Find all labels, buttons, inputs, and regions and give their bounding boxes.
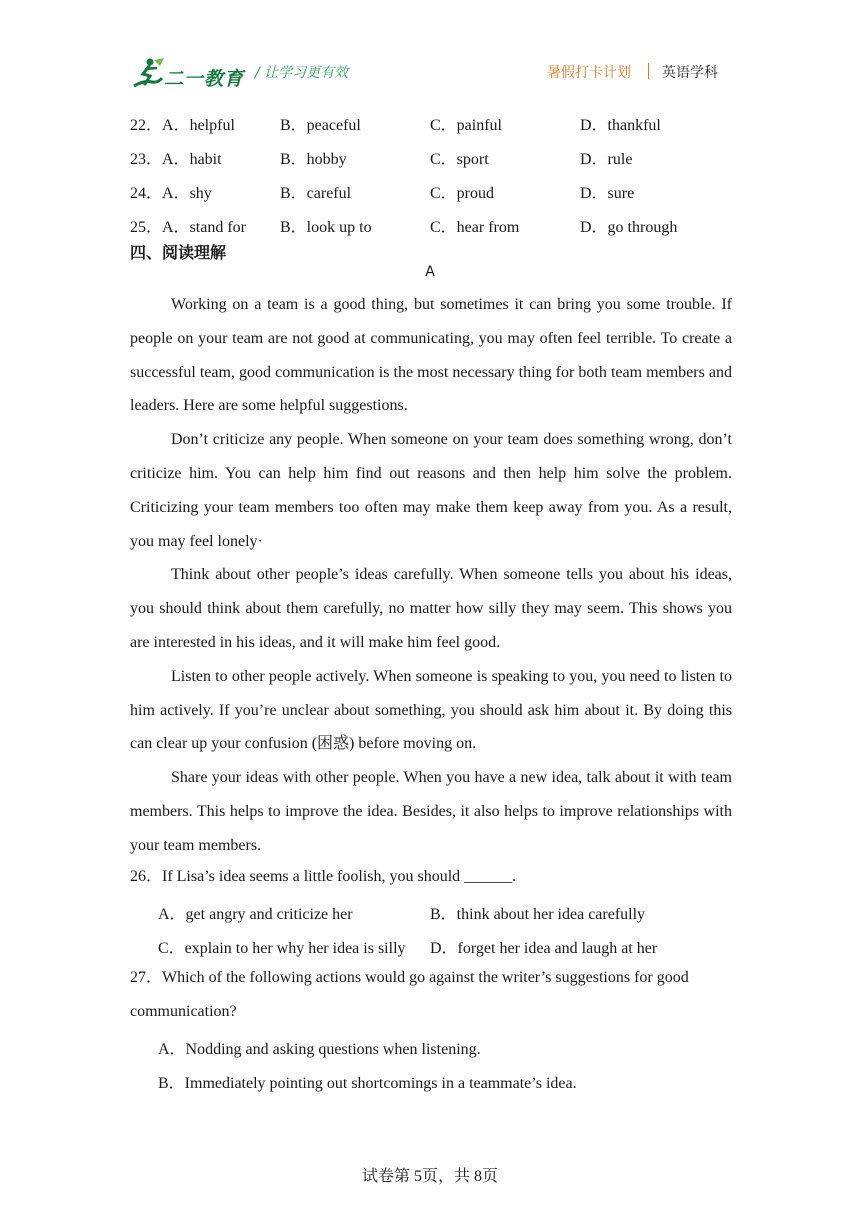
slogan: / 让学习更有效 (255, 65, 349, 81)
option-c: C．hear from (430, 219, 520, 236)
option-d: D．go through (580, 219, 678, 236)
q26-option-a: A．get angry and criticize her (158, 906, 353, 923)
option-a-text: A．stand for (162, 219, 247, 236)
question-26-stem: 26．If Lisa’s idea seems a little foolish, you should ______. (130, 868, 517, 885)
passage-label: A (425, 264, 435, 280)
option-row-25 (130, 214, 750, 238)
section-title: 四、阅读理解 (130, 243, 227, 262)
page-header (0, 0, 860, 100)
q26-option-b: B．think about her idea carefully (430, 906, 646, 923)
paragraph: Think about other people’s ideas carefully. When someone tells you about his ideas, you should think about them carefully, no matter how silly they may seem. This shows you are interested in his ideas, and it will make him feel good. (130, 566, 732, 651)
question-number: 24． (130, 185, 163, 202)
option-d: D．rule (580, 151, 633, 168)
logo (130, 56, 250, 96)
paragraph: Listen to other people actively. When someone is speaking to you, you need to listen to him actively. If you’re unclear about something, you should ask him about it. By doing this can clear up your confusion (困惑) before moving on. (130, 667, 732, 753)
runner-logo-icon (130, 56, 166, 92)
paragraph: Don’t criticize any people. When someone on your team does something wrong, don’t criticize him. You can help him find out reasons and then help him solve the problem. Criticizing your team members too often may make them keep away from you. As a result, you may feel lonely· (130, 431, 732, 550)
paragraph: Share your ideas with other people. When you have a new idea, talk about it with team members. This helps to improve the idea. Besides, it also helps to improve relationships with your team members. (130, 769, 732, 854)
passage-body (130, 288, 732, 863)
q26-option-c: C．explain to her why her idea is silly (158, 940, 406, 957)
option-c: C．painful (430, 117, 502, 134)
option-row-24 (130, 180, 750, 204)
page-footer: 试卷第 5页，共 8页 (361, 1168, 498, 1185)
header-divider (648, 63, 649, 79)
question-number: 23． (130, 151, 163, 168)
subject-label: 英语学科 (662, 65, 718, 81)
option-row-22 (130, 112, 750, 136)
option-d: D．sure (580, 185, 635, 202)
option-a (130, 180, 212, 203)
option-a-text: A．helpful (162, 117, 235, 134)
option-b: B．hobby (280, 151, 347, 168)
option-a (130, 112, 235, 135)
q26-option-d: D．forget her idea and laugh at her (430, 940, 658, 957)
option-a (130, 146, 222, 169)
option-c: C．sport (430, 151, 489, 168)
plan-label: 暑假打卡计划 (547, 65, 631, 81)
option-row-23 (130, 146, 750, 170)
q27-option-b: B．Immediately pointing out shortcomings in a teammate’s idea. (158, 1075, 577, 1092)
question-number: 25． (130, 219, 163, 236)
option-a (130, 214, 246, 237)
option-c: C．proud (430, 185, 495, 202)
paragraph: Working on a team is a good thing, but sometimes it can bring you some trouble. If people on your team are not good at communicating, you may often feel terrible. To create a successful team, good communication is the most necessary thing for both team members and leaders. Here are some helpful suggestions. (130, 296, 732, 415)
option-a-text: A．shy (162, 185, 212, 202)
logo-text: 二一教育 (164, 68, 245, 90)
question-27-stem: 27．Which of the following actions would go against the writer’s suggestions for good communication? (130, 969, 689, 1020)
option-b: B．peaceful (280, 117, 361, 134)
option-b: B．look up to (280, 219, 372, 236)
option-b: B．careful (280, 185, 352, 202)
option-d: D．thankful (580, 117, 661, 134)
question-number: 22． (130, 117, 163, 134)
q27-option-a: A．Nodding and asking questions when listening. (158, 1041, 481, 1058)
option-a-text: A．habit (162, 151, 222, 168)
